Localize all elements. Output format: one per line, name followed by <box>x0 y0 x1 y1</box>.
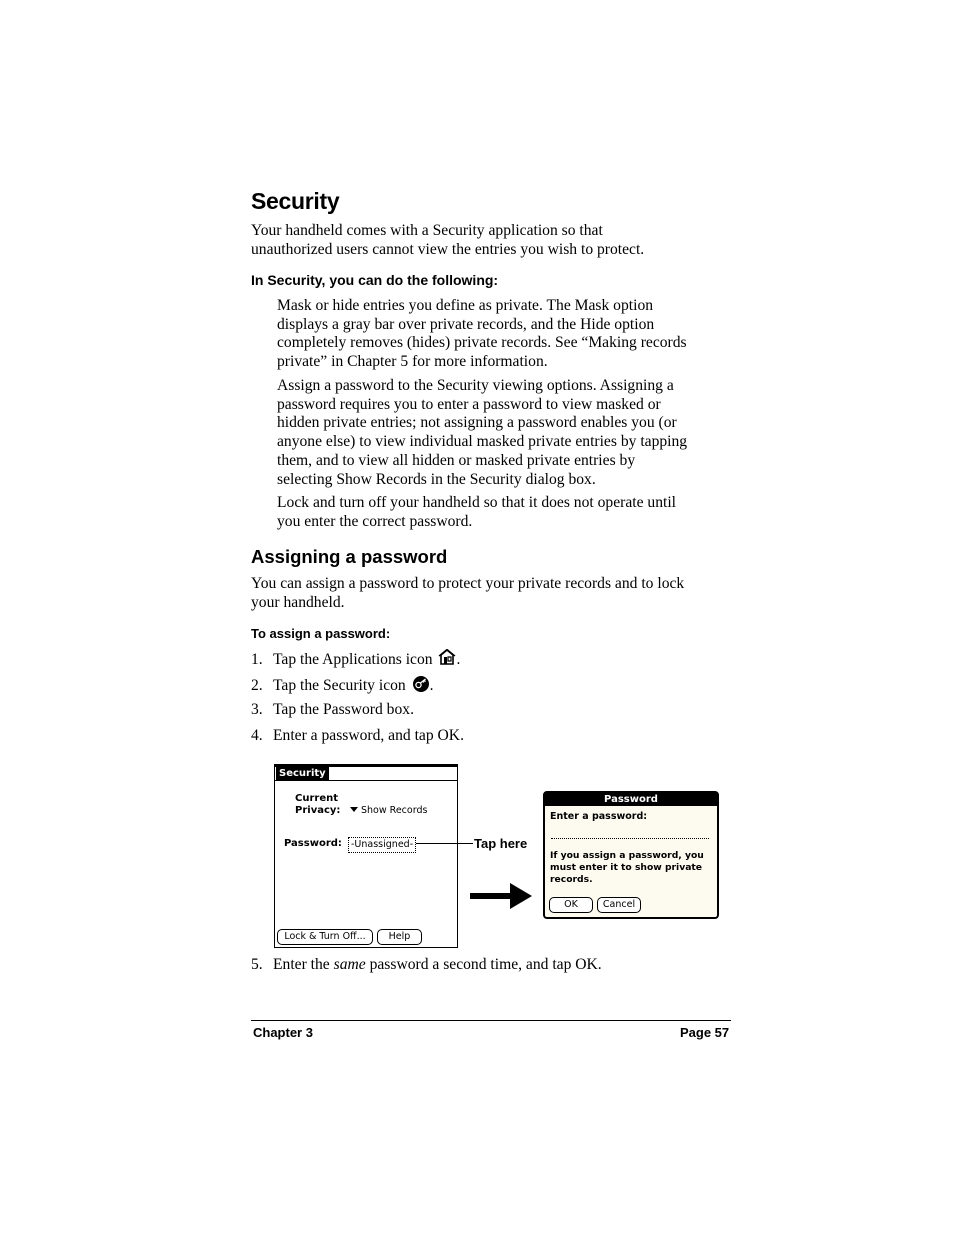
privacy-selector[interactable]: Show Records <box>350 805 427 816</box>
applications-icon <box>438 649 456 666</box>
callout-line <box>416 843 473 844</box>
dialog-title: Password <box>545 793 717 806</box>
password-dialog <box>543 791 719 919</box>
feature-lock: Lock and turn off your handheld so that it does not operate until you enter the correct password. <box>277 494 676 530</box>
current-label: Current <box>295 793 339 804</box>
privacy-label: Privacy: <box>295 805 341 816</box>
password-box[interactable]: -Unassigned- <box>348 837 416 853</box>
feature-mask-hide: Mask or hide entries you define as private. The Mask option displays a gray bar over private records, and the Hide option completely removes (hides) private records. See “Making records private” in Chapter 5 for more information. <box>277 297 687 371</box>
page-title: Security <box>251 188 340 214</box>
step-item: 2. Tap the Security icon . <box>251 677 434 694</box>
help-button[interactable]: Help <box>377 929 422 945</box>
dropdown-triangle-icon <box>350 807 358 812</box>
dialog-prompt: Enter a password: <box>550 811 648 822</box>
step-item: 4. Enter a password, and tap OK. <box>251 727 464 744</box>
right-arrow-icon <box>470 883 532 909</box>
section-paragraph: You can assign a password to protect your private records and to lock your handheld. <box>251 575 685 611</box>
cancel-button[interactable]: Cancel <box>597 897 641 913</box>
steps-lead-in: To assign a password: <box>251 626 391 641</box>
title-underline <box>275 780 457 781</box>
footer-rule <box>251 1020 731 1021</box>
password-entry-field[interactable] <box>551 838 709 839</box>
features-lead-in: In Security, you can do the following: <box>251 272 499 288</box>
footer-chapter: Chapter 3 <box>253 1025 313 1040</box>
step-item: 5. Enter the same password a second time, and tap OK. <box>251 956 602 973</box>
intro-paragraph: Your handheld comes with a Security application so that unauthorized users cannot view the entries you wish to protect. <box>251 222 645 258</box>
section-heading: Assigning a password <box>251 546 448 567</box>
footer-page-number: Page 57 <box>680 1025 730 1040</box>
security-screen <box>274 764 458 948</box>
tap-here-callout: Tap here <box>474 836 528 851</box>
security-icon <box>412 675 430 693</box>
password-label: Password: <box>284 838 342 849</box>
screen-title-tab: Security <box>276 767 329 781</box>
feature-assign-password: Assign a password to the Security viewing options. Assigning a password requires you to enter a password to view masked or hidden private entries; not assigning a password enables you (or anyone else) to view individual masked private entries by tapping them, and to view all hidden or masked private entries by selecting Show Records in the Security dialog box. <box>277 377 688 488</box>
ok-button[interactable]: OK <box>549 897 593 913</box>
step-item: 3. Tap the Password box. <box>251 701 414 718</box>
emphasis: same <box>333 956 366 973</box>
dialog-note: If you assign a password, you must enter it to show private records. <box>550 850 704 885</box>
step-item: 1. Tap the Applications icon . <box>251 651 461 668</box>
lock-turn-off-button[interactable]: Lock & Turn Off... <box>277 929 373 945</box>
